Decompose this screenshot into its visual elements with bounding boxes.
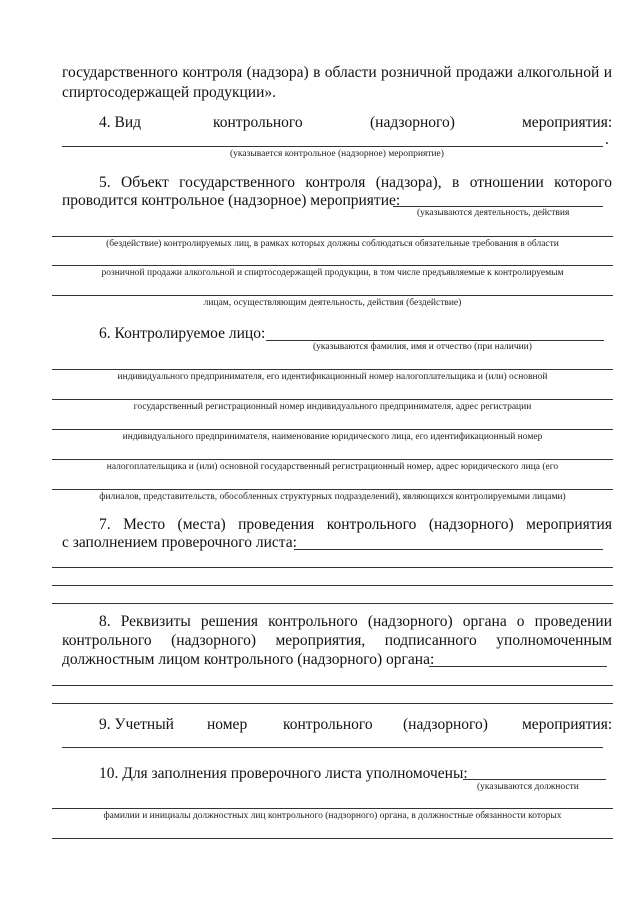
item6-hint-1: (указываются фамилия, имя и отчество (при наличии) — [313, 342, 532, 352]
item6-fill-line-3 — [52, 399, 613, 400]
item10-hint-2: фамилии и инициалы должностных лиц контрольного (надзорного) органа, в должностные обязанности которых — [103, 811, 562, 821]
item5-fill-line-1 — [393, 206, 603, 207]
intro-line-1: государственного контроля (надзора) в области розничной продажи алкогольной и — [62, 64, 612, 81]
item6-hint-2: индивидуального предпринимателя, его идентификационный номер налогоплательщика и (или) основной — [117, 372, 548, 382]
item7-fill-line-3 — [52, 585, 613, 586]
item6-fill-line-6 — [52, 489, 613, 490]
item4-fill-line — [62, 146, 603, 147]
item9-word-4: (надзорного) — [403, 716, 488, 733]
item8-fill-line-3 — [52, 703, 613, 704]
item8-line-1: 8. Реквизиты решения контрольного (надзорного) органа о проведении — [99, 613, 612, 630]
item7-fill-line-4 — [52, 603, 613, 604]
item5-hint-1: (указываются деятельность, действия — [417, 208, 570, 218]
item10-fill-line-3 — [52, 838, 613, 839]
item6-hint-3: государственный регистрационный номер индивидуального предпринимателя, адрес регистрации — [133, 402, 532, 412]
item10-label: 10. Для заполнения проверочного листа уполномочены: — [99, 765, 468, 782]
item6-label: 6. Контролируемое лицо: — [99, 325, 266, 342]
item6-fill-line-5 — [52, 459, 613, 460]
item9-word-3: контрольного — [283, 716, 373, 733]
item5-fill-line-4 — [52, 295, 613, 296]
item7-fill-line-1 — [294, 549, 603, 550]
item6-fill-line-2 — [52, 369, 613, 370]
item4-word-1: 4. Вид — [99, 114, 142, 131]
item6-hint-6: филиалов, представительств, обособленных структурных подразделений), являющихся контролируемыми лицами) — [99, 492, 566, 502]
item6-hint-5: налогоплательщика и (или) основной государственный регистрационный номер, адрес юридического лица (его — [106, 462, 559, 472]
item5-line-1: 5. Объект государственного контроля (надзора), в отношении которого — [99, 174, 612, 191]
item8-fill-line-2 — [52, 685, 613, 686]
item4-word-3: (надзорного) — [370, 114, 455, 131]
item9-word-1: 9. Учетный — [99, 716, 174, 733]
item5-hint-3: розничной продажи алкогольной и спиртосодержащей продукции, в том числе предъявляемые к контролируемым — [101, 268, 564, 278]
item6-fill-line-4 — [52, 429, 613, 430]
item4-word-2: контрольного — [213, 114, 303, 131]
item5-fill-line-2 — [52, 236, 613, 237]
item4-hint: (указывается контрольное (надзорное) мероприятие) — [230, 149, 444, 159]
item9-word-2: номер — [207, 716, 248, 733]
item5-hint-4: лицам, осуществляющим деятельность, действия (бездействие) — [203, 298, 462, 308]
item4-period: . — [605, 131, 609, 148]
item6-fill-line-1 — [266, 340, 604, 341]
item8-line-3: должностным лицом контрольного (надзорного) органа: — [62, 651, 435, 668]
item7-line-1: 7. Место (места) проведения контрольного (надзорного) мероприятия — [99, 516, 612, 533]
item4-word-4: мероприятия: — [522, 114, 613, 131]
item5-hint-2: (бездействие) контролируемых лиц, в рамках которых должны соблюдаться обязательные требования в области — [106, 239, 559, 249]
item9-word-5: мероприятия: — [522, 716, 613, 733]
item8-fill-line-1 — [429, 666, 607, 667]
item10-fill-line-1 — [463, 779, 606, 780]
item5-line-2: проводится контрольное (надзорное) мероприятие: — [62, 192, 401, 209]
item9-fill-line — [62, 747, 603, 748]
item5-fill-line-3 — [52, 265, 613, 266]
item7-line-2: с заполнением проверочного листа: — [62, 534, 297, 551]
item7-fill-line-2 — [52, 567, 613, 568]
intro-line-2: спиртосодержащей продукции». — [62, 84, 277, 101]
item6-hint-4: индивидуального предпринимателя, наименование юридического лица, его идентификационный номер — [122, 432, 543, 442]
item10-fill-line-2 — [52, 808, 613, 809]
item10-hint-1: (указываются должности — [477, 782, 579, 792]
item8-line-2: контрольного (надзорного) мероприятия, подписанного уполномоченным — [62, 632, 612, 649]
